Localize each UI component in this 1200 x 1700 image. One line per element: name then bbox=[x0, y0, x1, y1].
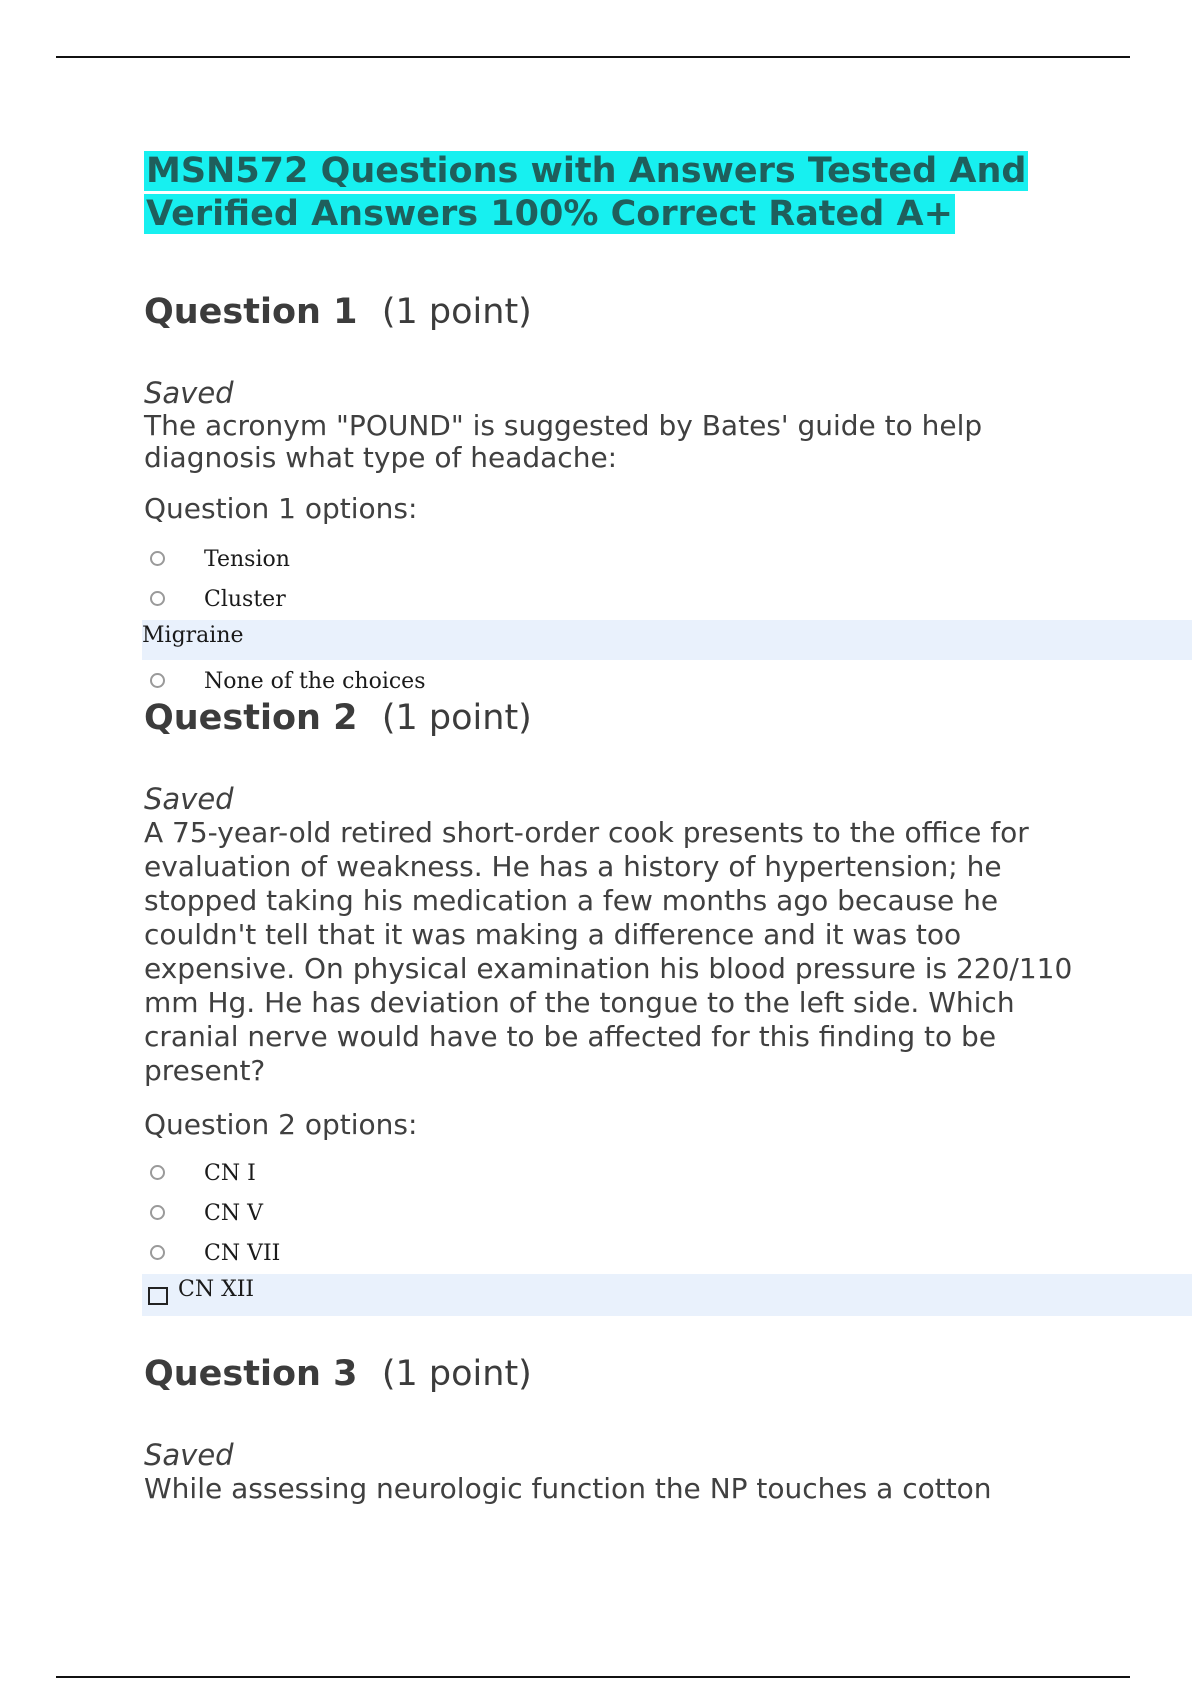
question-3 bbox=[144, 1352, 1184, 1506]
option-cn-xii-selected[interactable] bbox=[142, 1274, 1192, 1316]
option-cn-vii[interactable] bbox=[144, 1234, 1184, 1274]
options-list bbox=[144, 1154, 1184, 1316]
option-label: CN XII bbox=[178, 1277, 255, 1302]
saved-status: Saved bbox=[144, 1438, 234, 1472]
option-label: Cluster bbox=[204, 587, 286, 612]
question-stem: A 75-year-old retired short-order cook presents to the office for evaluation of weakness. He has a history of hypertension; he stopped taking his medication a few months ago because he couldn't tell that it was making a difference and it was too expensive. On physical examination his blood pressure is 220/110 mm Hg. He has deviation of the tongue to the left side. Which cranial nerve would have to be affected for this finding to be present? bbox=[144, 816, 1073, 1087]
document-title: MSN572 Questions with Answers Tested And Verified Answers 100% Correct Rated A+ bbox=[146, 151, 1027, 234]
radio-button[interactable] bbox=[150, 673, 165, 688]
options-label: Question 1 options: bbox=[144, 492, 418, 525]
question-stem: The acronym "POUND" is suggested by Bates' guide to help diagnosis what type of headache: bbox=[144, 409, 983, 474]
option-label: Tension bbox=[204, 547, 290, 572]
question-label: Question 2 bbox=[144, 698, 358, 738]
options-label: Question 2 options: bbox=[144, 1108, 418, 1141]
question-label: Question 3 bbox=[144, 1354, 358, 1394]
question-2 bbox=[144, 696, 1184, 1316]
question-stem: While assessing neurologic function the NP touches a cotton bbox=[144, 1472, 992, 1505]
option-cn-v[interactable] bbox=[144, 1194, 1184, 1234]
option-none[interactable] bbox=[144, 662, 1184, 702]
question-1 bbox=[144, 290, 1184, 702]
document-body bbox=[144, 150, 1184, 1506]
question-points: (1 point) bbox=[381, 698, 532, 738]
question-points: (1 point) bbox=[381, 1354, 532, 1394]
question-label: Question 1 bbox=[144, 292, 358, 332]
option-label: None of the choices bbox=[204, 669, 426, 694]
saved-status: Saved bbox=[144, 376, 234, 410]
option-label: Migraine bbox=[142, 623, 244, 648]
radio-button[interactable] bbox=[150, 591, 165, 606]
option-cluster[interactable] bbox=[144, 580, 1184, 620]
saved-status: Saved bbox=[144, 782, 234, 816]
options-list bbox=[144, 540, 1184, 702]
option-label: CN VII bbox=[204, 1241, 281, 1266]
option-label: CN V bbox=[204, 1201, 263, 1226]
option-migraine-selected[interactable] bbox=[142, 620, 1192, 660]
question-points: (1 point) bbox=[381, 292, 532, 332]
option-cn-i[interactable] bbox=[144, 1154, 1184, 1194]
question-heading bbox=[144, 290, 1184, 334]
radio-button[interactable] bbox=[150, 1245, 165, 1260]
top-rule bbox=[56, 56, 1130, 58]
option-tension[interactable] bbox=[144, 540, 1184, 580]
radio-button[interactable] bbox=[150, 551, 165, 566]
question-heading bbox=[144, 696, 1184, 740]
option-label: CN I bbox=[204, 1161, 256, 1186]
bottom-rule bbox=[56, 1676, 1130, 1678]
question-heading bbox=[144, 1352, 1184, 1396]
radio-button[interactable] bbox=[150, 1205, 165, 1220]
checkbox-icon bbox=[148, 1287, 168, 1305]
radio-button[interactable] bbox=[150, 1165, 165, 1180]
